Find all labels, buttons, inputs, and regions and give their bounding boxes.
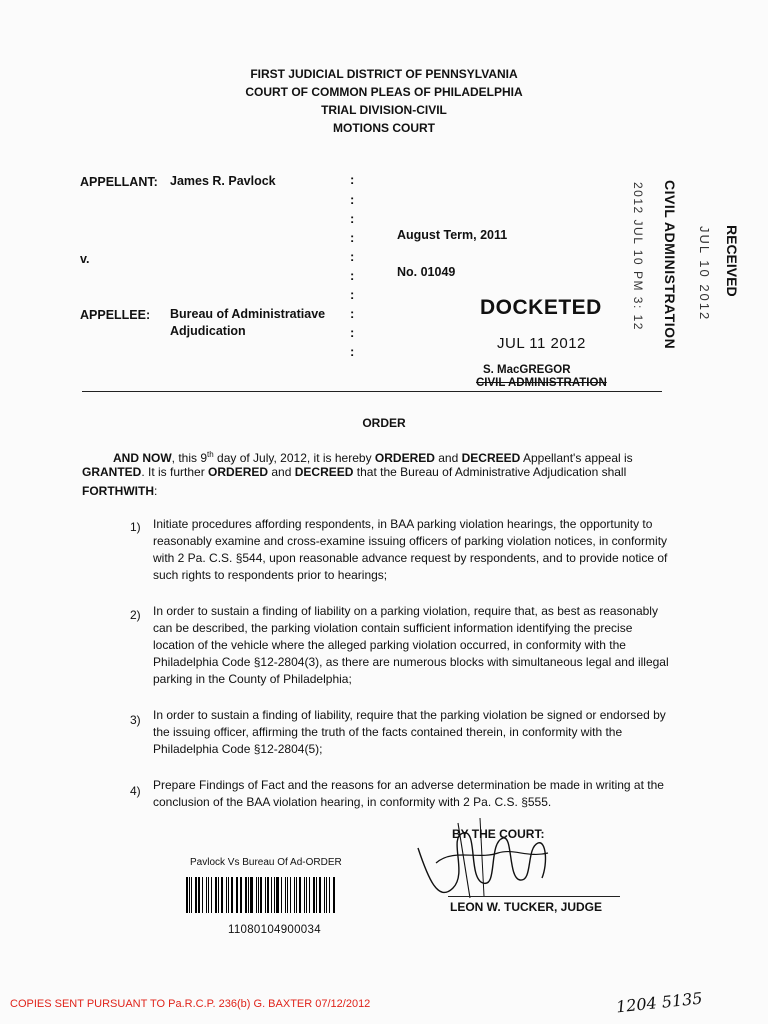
barcode-bar <box>316 877 317 913</box>
barcode-bar <box>276 877 278 913</box>
by-the-court-label: BY THE COURT: <box>452 827 545 841</box>
barcode-bar <box>191 877 192 913</box>
barcode-bar <box>256 877 257 913</box>
order-intro-ordinal: th <box>207 450 214 459</box>
barcode-bar <box>206 877 207 913</box>
barcode-bar <box>304 877 306 913</box>
barcode-bar <box>202 877 203 913</box>
barcode-bar <box>294 877 295 913</box>
order-item-line: with 2 Pa. C.S. §544, upon reasonable advance request by respondents, and to provide notice of <box>153 551 668 565</box>
barcode-bar <box>215 877 217 913</box>
barcode-bar <box>313 877 315 913</box>
barcode-bar <box>218 877 219 913</box>
barcode-bar <box>299 877 301 913</box>
court-header-line4: MOTIONS COURT <box>333 121 435 135</box>
order-item-number: 1) <box>130 520 141 534</box>
barcode-bar <box>198 877 200 913</box>
barcode-bar <box>296 877 297 913</box>
caption-colon: : <box>350 172 355 187</box>
barcode-bar <box>285 877 286 913</box>
order-item-1 <box>153 516 708 584</box>
order-intro-and-now: AND NOW <box>113 451 172 465</box>
term-label: August Term, 2011 <box>397 228 508 242</box>
appellee-name-line1: Bureau of Administratiave <box>170 307 326 321</box>
barcode-caption: Pavlock Vs Bureau Of Ad-ORDER <box>190 857 342 868</box>
barcode-bar <box>290 877 292 913</box>
order-item-3 <box>153 707 708 758</box>
order-item-line: Philadelphia Code §12-2804(3), as there are numerous blocks with simultaneous legal and illegal <box>153 655 669 669</box>
court-header-line1: FIRST JUDICIAL DISTRICT OF PENNSYLVANIA <box>250 67 518 81</box>
appellee-label: APPELLEE: <box>80 308 151 322</box>
caption-divider <box>82 391 662 392</box>
barcode-bar <box>245 877 247 913</box>
order-intro-ordered: ORDERED <box>208 465 269 479</box>
barcode-bar <box>240 877 242 913</box>
barcode-bar <box>250 877 252 913</box>
order-intro-text: , this 9 <box>171 451 208 465</box>
order-intro-decreed: DECREED <box>294 465 354 479</box>
barcode-bar <box>306 877 307 913</box>
docketed-office: CIVIL ADMINISTRATION <box>476 377 607 389</box>
order-item-number: 3) <box>130 713 141 727</box>
caption-colon: : <box>350 211 355 226</box>
order-item-line: In order to sustain a finding of liability, require that the parking violation be signed or endorsed by <box>153 708 666 722</box>
order-item-line: such rights to respondents prior to hearings; <box>153 568 388 582</box>
order-item-line: the issuing officer, affirming the truth of the facts contained therein, in conformity with the <box>153 725 623 739</box>
received-stamp-timestamp: 2012 JUL 10 PM 3: 12 <box>631 182 645 331</box>
barcode-bar <box>274 877 275 913</box>
appellant-label: APPELLANT: <box>80 175 158 189</box>
judge-signature <box>408 808 558 908</box>
appellant-name: James R. Pavlock <box>170 174 276 188</box>
order-item-number: 4) <box>130 784 141 798</box>
order-intro-text: and <box>268 465 295 479</box>
caption-colon: : <box>350 344 355 359</box>
barcode-bar <box>271 877 272 913</box>
received-stamp-office: CIVIL ADMINISTRATION <box>662 180 678 350</box>
order-intro-text: that the Bureau of Administrative Adjudication shall <box>353 465 627 479</box>
barcode-bar <box>237 877 238 913</box>
order-item-line: Initiate procedures affording respondents, in BAA parking violation hearings, the opportunity to <box>153 517 653 531</box>
barcode-bar <box>195 877 197 913</box>
order-intro-decreed: DECREED <box>461 451 521 465</box>
barcode-bar <box>228 877 229 913</box>
barcode-bar <box>260 877 262 913</box>
order-item-4 <box>153 777 708 811</box>
barcode-bar <box>231 877 233 913</box>
barcode-bar <box>189 877 190 913</box>
barcode-bar <box>281 877 283 913</box>
barcode-bar <box>319 877 321 913</box>
caption-colon: : <box>350 287 355 302</box>
barcode-number: 11080104900034 <box>228 924 321 936</box>
barcode-bar <box>186 877 188 913</box>
order-title: ORDER <box>362 416 406 430</box>
received-stamp-date: JUL 10 2012 <box>697 226 712 322</box>
judge-name: LEON W. TUCKER, JUDGE <box>450 900 603 914</box>
barcode-bar <box>258 877 259 913</box>
barcode-bar <box>248 877 249 913</box>
barcode-bar <box>309 877 310 913</box>
order-item-line: In order to sustain a finding of liability on a parking violation, require that, as best as reasonably <box>153 604 658 618</box>
barcode-bar <box>265 877 266 913</box>
caption-colon: : <box>350 306 355 321</box>
court-header-line3: TRIAL DIVISION-CIVIL <box>321 103 447 117</box>
order-item-line: Prepare Findings of Fact and the reasons for an adverse determination be made in writing at the <box>153 778 664 792</box>
barcode-bar <box>267 877 269 913</box>
order-item-line: can be described, the parking violation contain sufficient information identifying the precise <box>153 621 633 635</box>
barcode-bar <box>236 877 237 913</box>
order-intro-text: Appellant's appeal is <box>520 451 633 465</box>
order-intro-ordered: ORDERED <box>374 451 435 465</box>
order-item-number: 2) <box>130 608 141 622</box>
docketed-clerk: S. MacGREGOR <box>483 364 571 376</box>
order-item-line: Philadelphia Code §12-2804(5); <box>153 742 323 756</box>
versus-label: v. <box>80 252 90 266</box>
docketed-date: JUL 11 2012 <box>497 335 586 352</box>
copies-sent-notice: COPIES SENT PURSUANT TO Pa.R.C.P. 236(b) G. BAXTER 07/12/2012 <box>10 998 371 1010</box>
barcode-bar <box>287 877 288 913</box>
barcode-bar <box>333 877 335 913</box>
barcode-bar <box>211 877 213 913</box>
received-stamp: RECEIVED <box>724 225 740 297</box>
barcode-bar <box>221 877 223 913</box>
order-intro-text: . It is further <box>141 465 209 479</box>
order-intro-text: : <box>153 484 158 498</box>
caption-colon: : <box>350 325 355 340</box>
barcode-bars <box>186 877 336 913</box>
docketed-stamp: DOCKETED <box>480 296 602 319</box>
order-item-line: parking in the County of Philadelphia; <box>153 672 352 686</box>
signature-line <box>448 896 620 897</box>
barcode-bar <box>329 877 331 913</box>
case-number: No. 01049 <box>397 265 456 279</box>
barcode-bar <box>226 877 227 913</box>
barcode-bar <box>208 877 209 913</box>
court-header-line2: COURT OF COMMON PLEAS OF PHILADELPHIA <box>245 85 523 99</box>
order-intro-forthwith: FORTHWITH <box>82 484 154 498</box>
order-intro-line2 <box>82 464 712 481</box>
order-item-line: location of the vehicle where the alleged parking violation occurred, in conformity with the <box>153 638 626 652</box>
order-item-2 <box>153 603 708 688</box>
order-item-line: conclusion of the BAA violation hearing, in conformity with 2 Pa. C.S. §555. <box>153 795 552 809</box>
order-intro-text: and <box>434 451 462 465</box>
appellee-name-line2: Adjudication <box>170 324 246 338</box>
caption-colon: : <box>350 268 355 283</box>
order-intro-granted: GRANTED <box>82 465 142 479</box>
order-item-line: reasonably examine and cross-examine issuing officers of parking violation notices, in conformity <box>153 534 668 548</box>
caption-colon: : <box>350 192 355 207</box>
caption-colon: : <box>350 249 355 264</box>
barcode-bar <box>326 877 327 913</box>
barcode-bar <box>324 877 325 913</box>
order-intro-line3 <box>82 483 157 500</box>
handwritten-id: 1204 5135 <box>615 988 704 1017</box>
caption-colon: : <box>350 230 355 245</box>
order-intro-text: day of July, 2012, it is hereby <box>213 451 375 465</box>
